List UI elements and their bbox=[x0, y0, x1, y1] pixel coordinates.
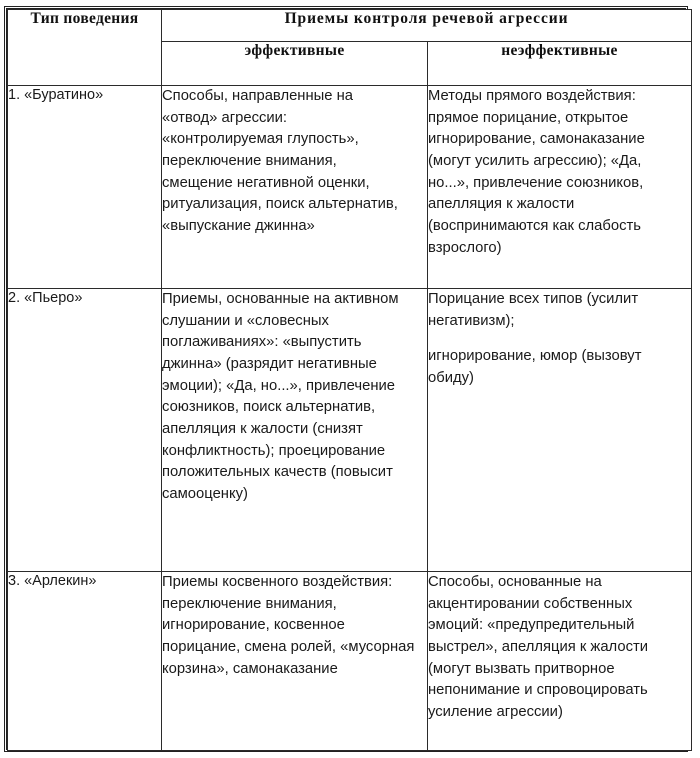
speech-aggression-control-table bbox=[7, 9, 692, 751]
paragraph: Способы, основанные на акцентировании собственных эмоций: «предупредительный выстрел», апелляция к жалости (могут вызвать притворное непонимание и спровоцировать усиление агрессии) bbox=[428, 574, 649, 721]
row-ineffective-methods bbox=[428, 289, 692, 572]
row-ineffective-methods bbox=[428, 572, 692, 751]
row-effective-methods bbox=[162, 572, 428, 751]
row-type-label: 2. «Пьеро» bbox=[8, 289, 162, 572]
header-ineffective: неэффективные bbox=[428, 42, 692, 86]
paragraph: Приемы косвенного воздействия: переключение внимания, игнорирование, косвенное порицание, смена ролей, «мусорная корзина», самонаказание bbox=[162, 574, 415, 677]
row-type-label: 1. «Буратино» bbox=[8, 86, 162, 289]
header-effective: эффективные bbox=[162, 42, 428, 86]
table-row bbox=[8, 572, 692, 751]
table-container bbox=[4, 6, 688, 752]
header-type-of-behaviour: Тип поведения bbox=[8, 10, 162, 86]
row-type-label: 3. «Арлекин» bbox=[8, 572, 162, 751]
paragraph: Способы, направленные на «отвод» агрессии: «контролируемая глупость», переключение внимания, смещение негативной оценки, ритуализация, поиск альтернатив, «выпускание джинна» bbox=[162, 88, 398, 235]
header-control-methods-group: Приемы контроля речевой агрессии bbox=[162, 10, 692, 42]
table-body bbox=[8, 86, 692, 751]
paragraph: Методы прямого воздействия: прямое порицание, открытое игнорирование, самонаказание (могут усилить агрессию); «Да, но...», привлечение союзников, апелляция к жалости (воспринимаются как слабость взрослого) bbox=[428, 88, 645, 256]
paragraph: игнорирование, юмор (вызовут обиду) bbox=[428, 348, 642, 387]
row-effective-methods bbox=[162, 289, 428, 572]
paragraph: Порицание всех типов (усилит негативизм); bbox=[428, 291, 639, 329]
row-ineffective-methods bbox=[428, 86, 692, 289]
header-row-top bbox=[8, 10, 692, 42]
table-header bbox=[8, 10, 692, 86]
row-effective-methods bbox=[162, 86, 428, 289]
table-row bbox=[8, 86, 692, 289]
table-row bbox=[8, 289, 692, 572]
paragraph: Приемы, основанные на активном слушании и «словесных поглаживаниях»: «выпустить джинна» (разрядит негативные эмоции); «Да, но...», привлечение союзников, поиск альтернатив, апелляция к жалости (снизят конфликтность); проецирование положительных качеств (повысит самооценку) bbox=[162, 291, 399, 503]
